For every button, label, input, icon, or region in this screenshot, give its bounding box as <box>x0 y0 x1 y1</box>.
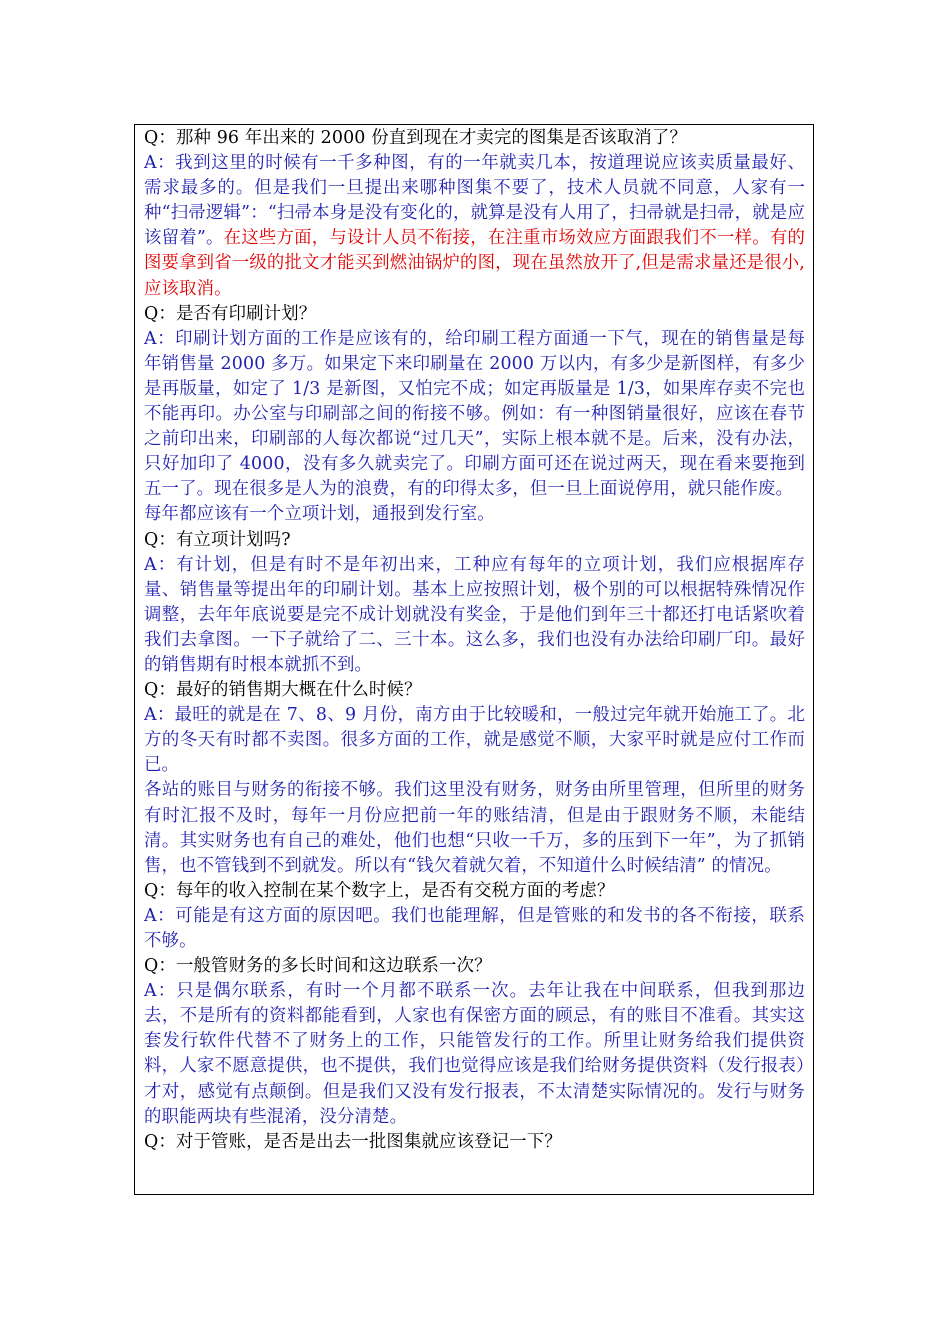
question-3: Q：有立项计划吗? <box>144 529 291 550</box>
answer-1-text: A：我到这里的时候有一千多种图，有的一年就卖几本，按道理说应该卖质量最好、需求最多的。但是我们一旦提出来哪种图集不要了，技术人员就不同意，人家有一种“扫帚逻辑”：“扫帚本身是没有变化的，就算是没有人用了，扫帚就是扫帚，就是应该留着”。 <box>144 153 805 249</box>
answer-4: A：最旺的就是在 7、8、9 月份，南方由于比较暖和，一般过完年就开始施工了。北方的冬天有时都不卖图。很多方面的工作，就是感觉不顺，大家平时就是应付工作而已。 <box>144 705 805 776</box>
question-4: Q：最好的销售期大概在什么时候？ <box>144 680 422 701</box>
answer-1-highlight: 在这些方面，与设计人员不衔接，在注重市场效应方面跟我们不一样。有的图要拿到省一级的批文才能买到燃油锅炉的图，现在虽然放开了,但是需求量还是很小,应该取消。 <box>144 228 805 299</box>
answer-5: A：可能是有这方面的原因吧。我们也能理解，但是管账的和发书的各不衔接，联系不够。 <box>144 905 805 951</box>
question-5: Q：每年的收入控制在某个数字上，是否有交税方面的考虑？ <box>144 880 615 901</box>
answer-6: A：只是偶尔联系，有时一个月都不联系一次。去年让我在中间联系，但我到那边去，不是所有的资料都能看到，人家也有保密方面的顾忌，有的账目不准看。其实这套发行软件代替不了财务上的工作，只能管发行的工作。所里让财务给我们提供资料，人家不愿意提供，也不提供，我们也觉得应该是我们给财务提供资料（发行报表）才对，感觉有点颠倒。但是我们又没有发行报表，不太清楚实际情况的。发行与财务的职能两块有些混淆，没分清楚。 <box>144 981 805 1127</box>
answer-3: A：有计划，但是有时不是年初出来，工种应有每年的立项计划，我们应根据库存量、销售量等提出年的印刷计划。基本上应按照计划，极个别的可以根据特殊情况作调整，去年年底说要是完不成计划就没有奖金，于是他们到年三十都还打电话紧吹着我们去拿图。一下子就给了二、三十本。这么多，我们也没有办法给印刷厂印。最好的销售期有时根本就抓不到。 <box>144 554 805 675</box>
interview-transcript-box <box>134 124 814 1195</box>
question-6: Q：一般管财务的多长时间和这边联系一次？ <box>144 956 492 977</box>
answer-2-note: 每年都应该有一个立项计划，通报到发行室。 <box>144 504 495 525</box>
question-1: Q：那种 96 年出来的 2000 份直到现在才卖完的图集是否该取消了？ <box>144 128 687 148</box>
answer-2: A：印刷计划方面的工作是应该有的，给印刷工程方面通一下气，现在的销售量是每年销售量 2000 多万。如果定下来印刷量在 2000 万以内，有多少是新图样，有多少是再版量，如定了 1/3 是新图，又怕完不成；如定再版量是 1/3，如果库存卖不完也不能再印。办公室与印刷部之间的衔接不够。例如：有一种图销量很好，应该在春节之前印出来，印刷部的人每次都说“过几天”，实际上根本就不是。后来，没有办法，只好加印了 4000，没有多久就卖完了。印刷方面可还在说过两天，现在看来要拖到五一了。现在很多是人为的浪费，有的印得太多，但一旦上面说停用，就只能作废。 <box>144 328 805 500</box>
answer-1 <box>144 151 805 302</box>
question-2: Q：是否有印刷计划？ <box>144 303 317 324</box>
question-7: Q：对于管账，是否是出去一批图集就应该登记一下？ <box>144 1131 562 1152</box>
answer-4-note: 各站的账目与财务的衔接不够。我们这里没有财务，财务由所里管理，但所里的财务有时汇报不及时，每年一月份应把前一年的账结清，但是由于跟财务不顺，未能结清。其实财务也有自己的难处，他们也想“只收一千万，多的压到下一年”，为了抓销售，也不管钱到不到就发。所以有“钱欠着就欠着，不知道什么时候结清” 的情况。 <box>144 780 805 876</box>
